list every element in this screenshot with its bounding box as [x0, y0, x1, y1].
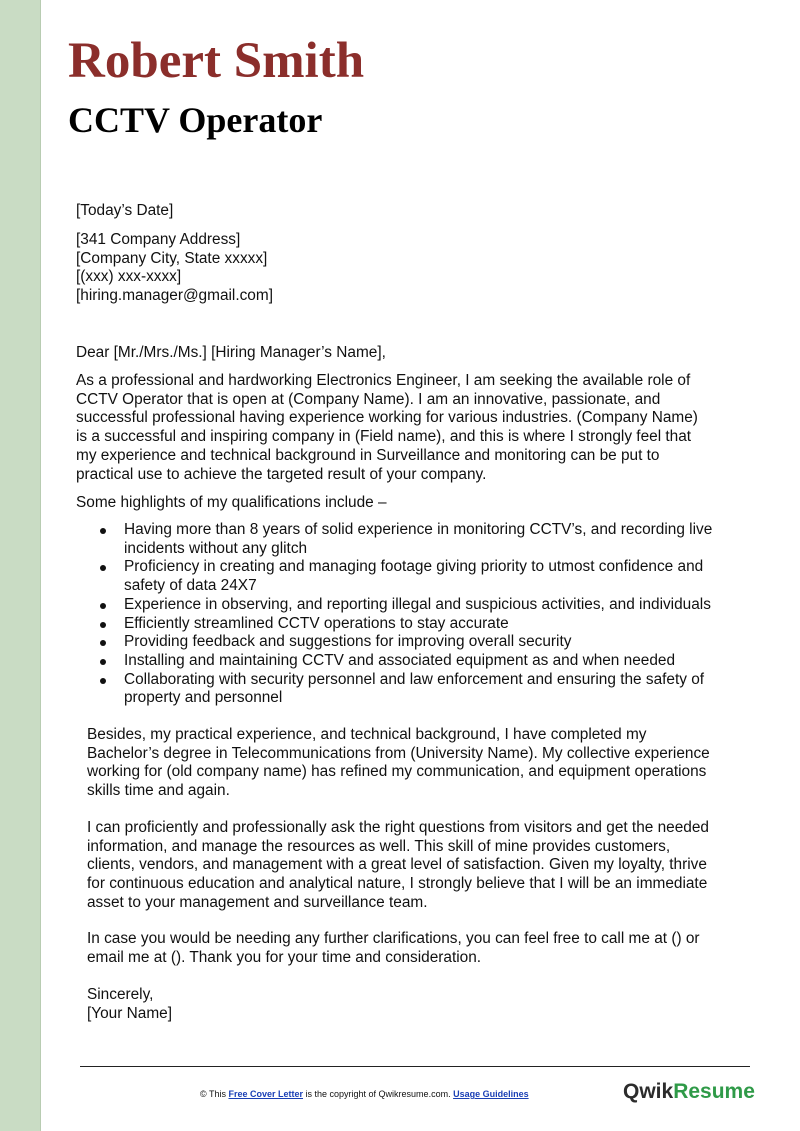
list-item: [76, 633, 756, 652]
list-item-line: Collaborating with security personnel and law enforcement and ensuring the safety of: [124, 670, 705, 688]
list-item-line: Experience in observing, and reporting illegal and suspicious activities, and individuals: [124, 595, 711, 613]
list-item: [76, 596, 756, 615]
paragraph-line: working for (old company name) has refined my communication, and equipment operations: [87, 763, 707, 781]
list-item: [76, 521, 756, 558]
applicant-name: Robert Smith: [68, 33, 365, 89]
list-item-line: Providing feedback and suggestions for improving overall security: [124, 633, 572, 651]
bullet-icon: [100, 565, 106, 571]
list-item: [76, 558, 756, 595]
list-item-line: Having more than 8 years of solid experience in monitoring CCTV’s, and recording live: [124, 521, 713, 538]
address-line: [(xxx) xxx-xxxx]: [76, 268, 182, 286]
paragraph-line: successful professional having experience working for various industries. (Company Name): [76, 409, 698, 427]
signature-name: [Your Name]: [87, 1004, 172, 1022]
decorative-sidebar-strip: [0, 0, 41, 1131]
bullet-icon: [100, 528, 106, 534]
bullet-icon: [100, 640, 106, 646]
free-cover-letter-link[interactable]: Free Cover Letter: [228, 1089, 304, 1099]
paragraph-line: I can proficiently and professionally ask the right questions from visitors and get the needed: [87, 819, 709, 836]
logo-text-qwik: Qwik: [623, 1080, 674, 1103]
highlights-intro: Some highlights of my qualifications include –: [76, 494, 387, 511]
bullet-icon: [100, 678, 106, 684]
list-item-line: Efficiently streamlined CCTV operations to stay accurate: [124, 614, 509, 632]
paragraph-line: Besides, my practical experience, and technical background, I have completed my: [87, 726, 647, 743]
bullet-icon: [100, 622, 106, 628]
address-line: [341 Company Address]: [76, 231, 241, 248]
salutation: Dear [Mr./Mrs./Ms.] [Hiring Manager’s Name],: [76, 344, 386, 361]
closing-paragraph: [87, 930, 757, 967]
copyright-note: [200, 1089, 529, 1100]
paragraph-line: asset to your management and surveillance team.: [87, 893, 428, 911]
closing-phrase: Sincerely,: [87, 986, 154, 1003]
recipient-address: [76, 231, 756, 306]
copyright-prefix: © This: [200, 1089, 229, 1099]
signature-block: [87, 986, 757, 1023]
list-item: [76, 652, 756, 671]
education-paragraph: [87, 726, 757, 801]
list-item-line: safety of data 24X7: [124, 577, 257, 595]
paragraph-line: CCTV Operator that is open at (Company Name). I am an innovative, passionate, and: [76, 390, 661, 408]
list-item: [76, 671, 756, 708]
list-item-line: property and personnel: [124, 689, 283, 707]
paragraph-line: In case you would be needing any further clarifications, you can feel free to call me at () or: [87, 930, 700, 947]
skills-paragraph: [87, 819, 757, 913]
bullet-icon: [100, 603, 106, 609]
footer-divider: [80, 1066, 750, 1067]
bullet-icon: [100, 659, 106, 665]
paragraph-line: skills time and again.: [87, 782, 230, 800]
address-line: [Company City, State xxxxx]: [76, 249, 268, 267]
paragraph-line: Bachelor’s degree in Telecommunications from (University Name). My collective experience: [87, 744, 710, 762]
paragraph-line: my experience and technical background in Surveillance and monitoring can be put to: [76, 446, 660, 464]
letter-date: [Today’s Date]: [76, 202, 174, 219]
address-line: [hiring.manager@gmail.com]: [76, 287, 273, 305]
paragraph-line: is a successful and inspiring company in (Field name), and this is where I strongly feel that: [76, 428, 692, 446]
qwikresume-logo: [623, 1079, 755, 1105]
paragraph-line: practical use to achieve the targeted result of your company.: [76, 465, 487, 483]
paragraph-line: As a professional and hardworking Electronics Engineer, I am seeking the available role of: [76, 372, 691, 389]
usage-guidelines-link[interactable]: Usage Guidelines: [453, 1089, 529, 1099]
list-item-line: incidents without any glitch: [124, 539, 308, 557]
highlights-list: [76, 521, 756, 708]
paragraph-line: email me at (). Thank you for your time and consideration.: [87, 948, 482, 966]
list-item-line: Installing and maintaining CCTV and associated equipment as and when needed: [124, 651, 676, 669]
logo-text-resume: Resume: [673, 1080, 755, 1103]
intro-paragraph: [76, 372, 756, 484]
paragraph-line: clients, vendors, and management with a great level of satisfaction. Given my loyalty, thrive: [87, 856, 707, 874]
list-item: [76, 615, 756, 634]
paragraph-line: for continuous education and analytical nature, I strongly believe that I will be an immediate: [87, 875, 708, 893]
copyright-middle: is the copyright of Qwikresume.com.: [303, 1089, 454, 1099]
paragraph-line: information, and manage the resources as well. This skill of mine provides customers,: [87, 837, 671, 855]
job-title: CCTV Operator: [68, 100, 323, 140]
list-item-line: Proficiency in creating and managing footage giving priority to utmost confidence and: [124, 558, 704, 576]
